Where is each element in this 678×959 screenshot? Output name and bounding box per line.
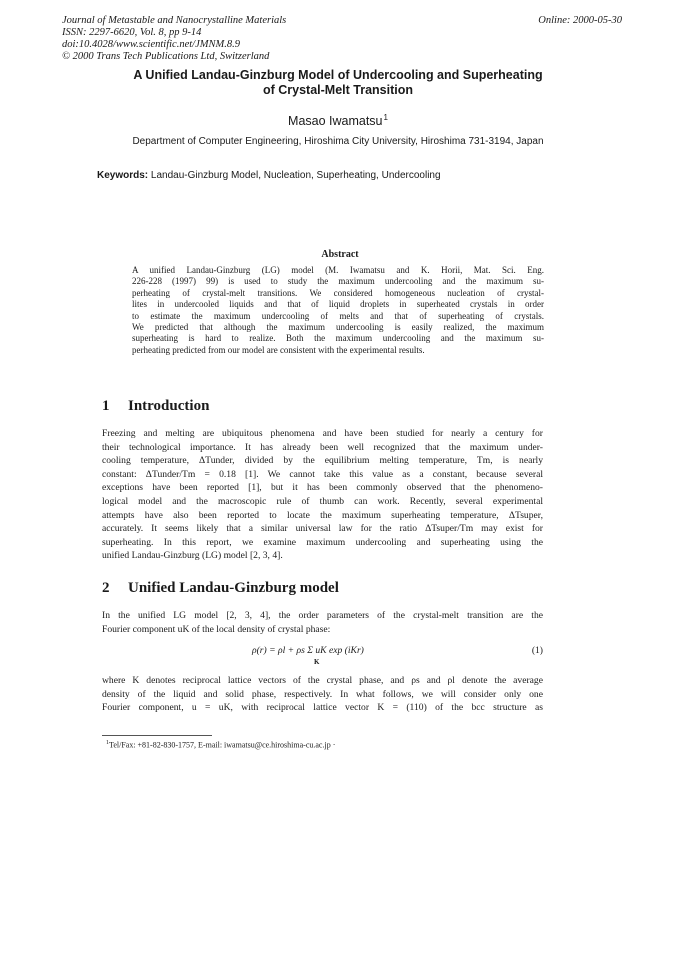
- journal-header: [62, 15, 622, 63]
- section-title: Introduction: [128, 398, 210, 414]
- issn-line: ISSN: 2297-6620, Vol. 8, pp 9-14: [62, 27, 202, 38]
- abstract-line: 226-228 (1997) 99) is used to study the maximum undercooling and the maximum su-: [132, 276, 544, 287]
- section-1-heading: [102, 398, 209, 415]
- body-line: exceptions have been reported [1], but it has been commonly observed that the phenomeno-: [102, 482, 543, 494]
- journal-name: Journal of Metastable and Nanocrystalline Materials: [62, 15, 287, 26]
- section-2-heading: [102, 580, 339, 597]
- copyright-line: © 2000 Trans Tech Publications Ltd, Switzerland: [62, 51, 270, 62]
- body-line: unified Landau-Ginzburg (LG) model [2, 3, 4].: [102, 550, 283, 562]
- online-date: Online: 2000-05-30: [538, 15, 622, 26]
- abstract-line: perheating predicted from our model are consistent with the experimental results.: [132, 344, 425, 355]
- equation-number: (1): [531, 645, 543, 656]
- body-line: Freezing and melting are ubiquitous phenomena and have been studied for nearly a century for: [102, 428, 543, 439]
- section-number: 2: [102, 580, 110, 596]
- footnote: [106, 740, 335, 750]
- author: [60, 113, 616, 128]
- footnote-mark: 1: [106, 740, 109, 746]
- equation-1: [102, 645, 543, 667]
- body-line: superheating. In this report, we examine maximum undercooling and superheating using the: [102, 536, 543, 548]
- section-2-body: [102, 609, 543, 636]
- body-line: attempts have also been reported to locate the maximum superheating temperature, ΔTsuper,: [102, 509, 543, 521]
- body-line: density of the liquid and solid phase, respectively. In what follows, we will consider only one: [102, 688, 543, 700]
- abstract-line: A unified Landau-Ginzburg (LG) model (M. Iwamatsu and K. Horii, Mat. Sci. Eng.: [132, 265, 544, 275]
- affiliation: Department of Computer Engineering, Hiroshima City University, Hiroshima 731-3194, Japan: [132, 136, 544, 147]
- keywords: [97, 170, 441, 181]
- body-line: Fourier component, u = uK, with reciprocal lattice vector K = (110) of the bcc structure as: [102, 702, 543, 714]
- body-line: Fourier component uK of the local density of crystal phase:: [102, 623, 331, 635]
- keywords-text: Landau-Ginzburg Model, Nucleation, Superheating, Undercooling: [150, 170, 441, 181]
- title-line-1: A Unified Landau-Ginzburg Model of Undercooling and Superheating: [133, 68, 543, 82]
- equation-expression: ρ(r) = ρl + ρs Σ uK exp (iKr): [252, 645, 364, 656]
- section-title: Unified Landau-Ginzburg model: [128, 580, 339, 596]
- author-name: Masao Iwamatsu: [288, 114, 383, 128]
- abstract-line: superheating is hard to realize. Both the maximum undercooling and the maximum su-: [132, 333, 544, 344]
- abstract-line: perheating of crystal-melt transitions. We considered homogeneous nucleation of crystal-: [132, 287, 544, 298]
- body-line: where K denotes reciprocal lattice vectors of the crystal phase, and ρs and ρl denote the average: [102, 675, 543, 686]
- section-2-body-continued: [102, 674, 543, 715]
- body-line: their technological importance. It has already been well recognized that the maximum under-: [102, 441, 543, 453]
- footnote-text: Tel/Fax: +81-82-830-1757, E-mail: iwamatsu@ce.hiroshima-cu.ac.jp ·: [109, 740, 336, 750]
- equation-sum-index: K: [314, 658, 320, 666]
- abstract-line: We predicted that although the maximum undercooling is easily realized, the maximum: [132, 322, 544, 333]
- body-line: constant: ΔTunder/Tm = 0.18 [1]. We cannot take this value as a constant, because several: [102, 468, 543, 480]
- paper-title: [60, 68, 616, 98]
- body-line: accurately. It seems likely that a similar universal law for the ratio ΔTsuper/Tm may exist for: [102, 523, 543, 535]
- title-line-2: of Crystal-Melt Transition: [262, 83, 414, 97]
- footnote-divider: [102, 735, 212, 736]
- doi-line: doi:10.4028/www.scientific.net/JMNM.8.9: [62, 39, 240, 50]
- section-1-body: [102, 427, 543, 563]
- abstract-line: to estimate the maximum undercooling of melts and that of superheating of crystals.: [132, 310, 544, 321]
- abstract-line: lites in undercooled liquids and that of liquid droplets in superheated crystals in order: [132, 299, 544, 310]
- abstract-heading: Abstract: [321, 249, 359, 260]
- body-line: In the unified LG model [2, 3, 4], the order parameters of the crystal-melt transition are the: [102, 610, 543, 621]
- body-line: logical model and the macroscopic rule of thumb can work. Recently, several experimental: [102, 495, 543, 507]
- author-footnote-mark: 1: [383, 113, 388, 122]
- abstract-body: [132, 265, 544, 356]
- keywords-label: Keywords:: [97, 170, 149, 181]
- body-line: cooling temperature, ΔTunder, divided by the equilibrium melting temperature, Tm, is nearly: [102, 455, 543, 467]
- section-number: 1: [102, 398, 110, 414]
